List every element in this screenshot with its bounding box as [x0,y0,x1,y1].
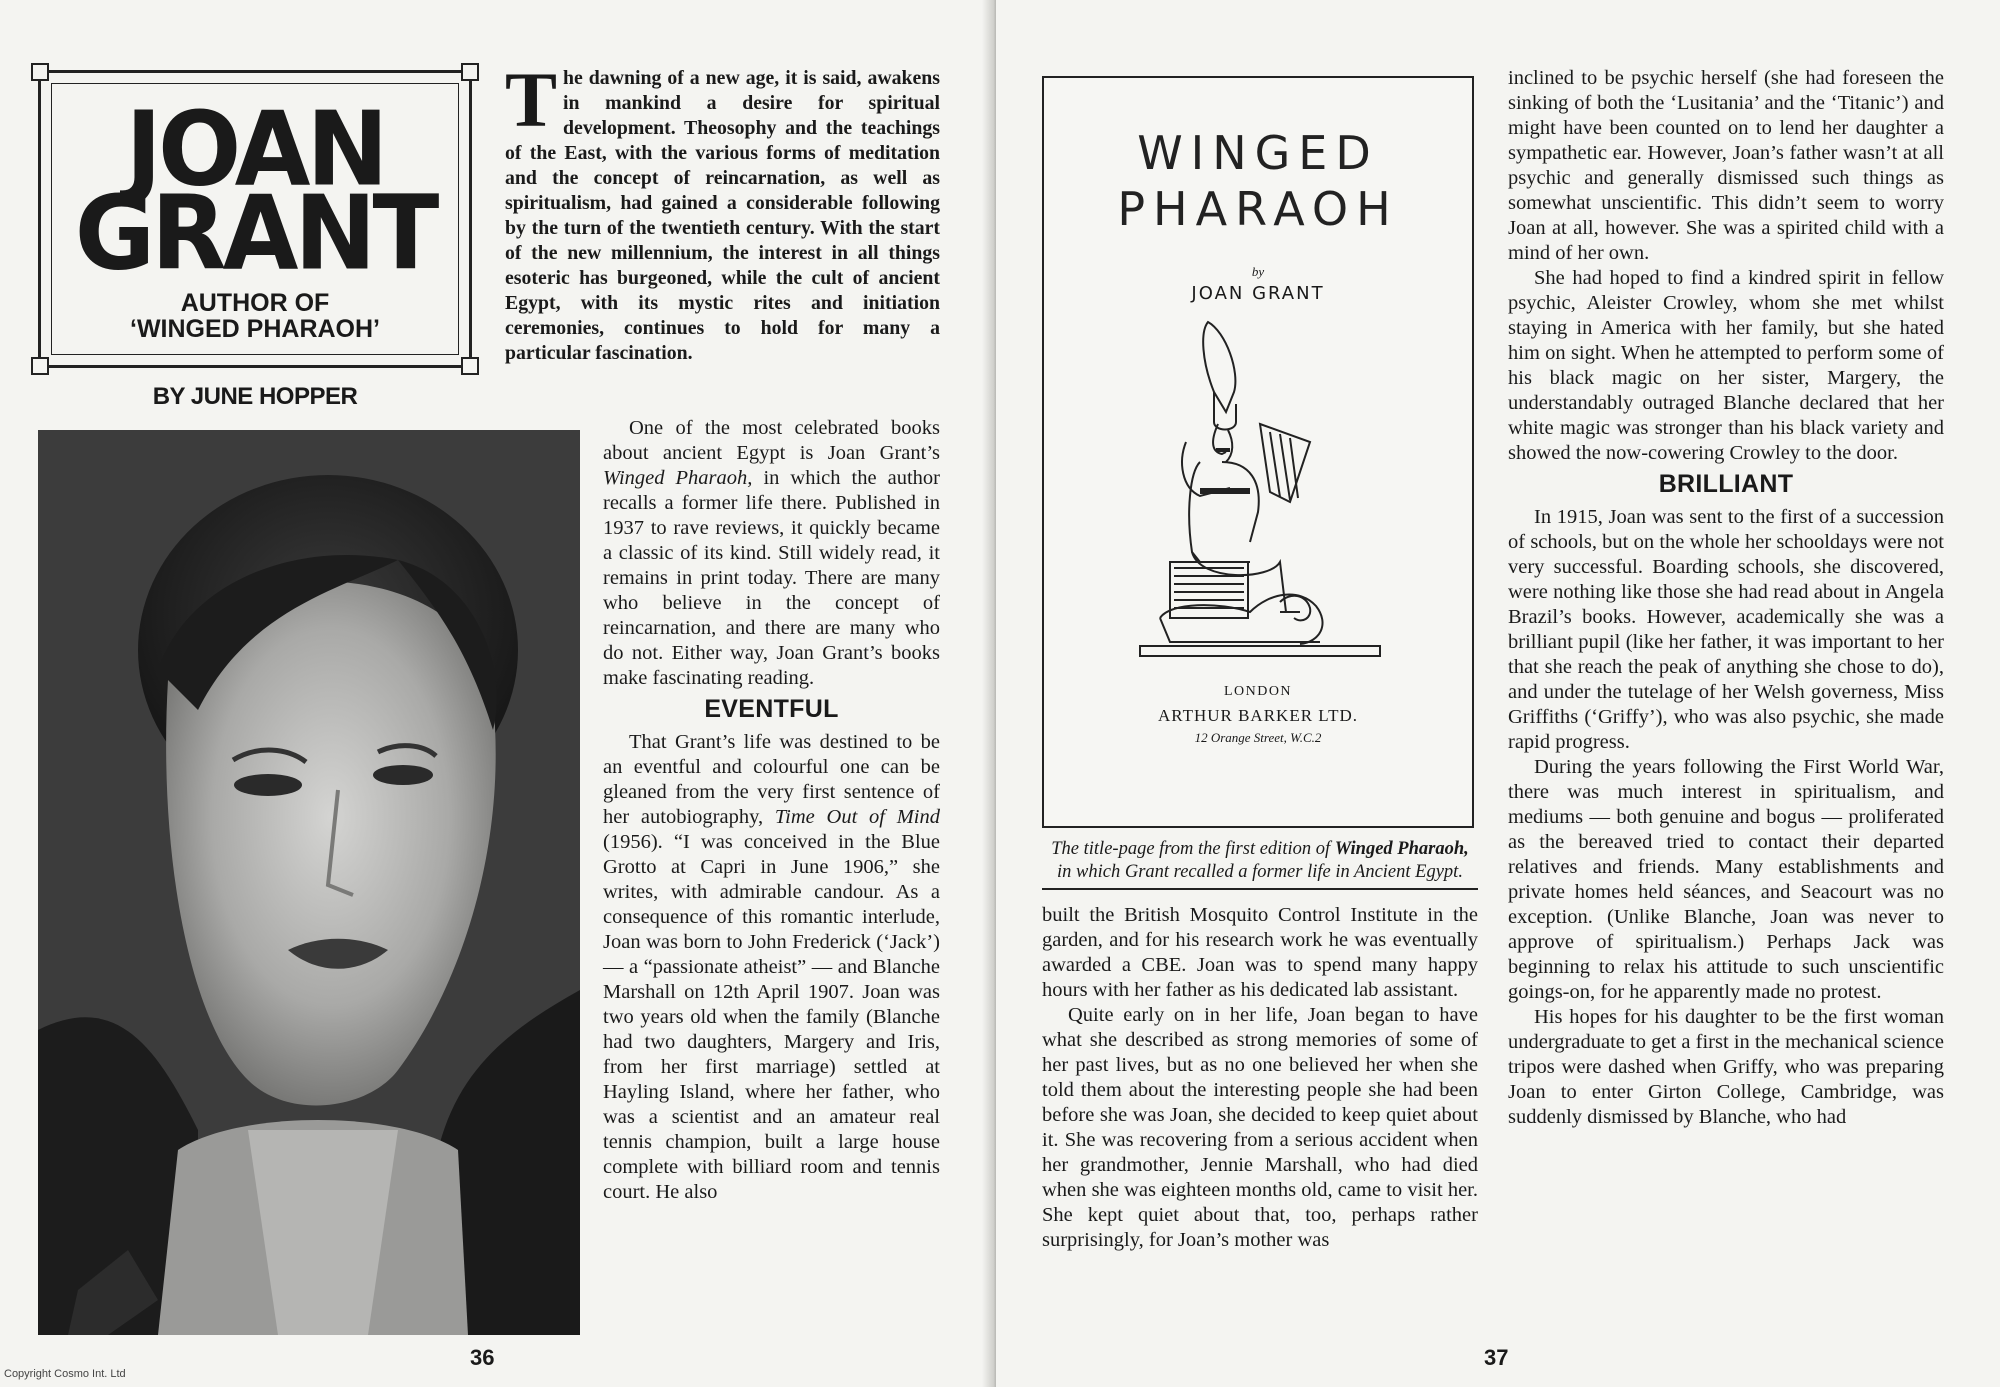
title-line2: GRANT [74,174,436,294]
left-text-column [603,416,940,1205]
caption-text: in which Grant recalled a former life in Ancient Egypt. [1057,862,1463,882]
heading-brilliant: BRILLIANT [1658,470,1794,498]
title-line1: JOAN [125,90,385,210]
paragraph: During the years following the First World War, there was much interest in spiritualism, and mediums — both genuine and bogus — proliferated as the bereaved tried to contact their departed relatives and friends. Many establishments and private homes held séances, and Seacourt was no exception. (Unlike Blanche, Joan was never to approve of spiritualism.) Perhaps Jack was beginning to relax his attitude to such unscientific goings-on, for he apparently made no protest. [1508,756,1944,1003]
title-box [38,70,472,368]
portrait-photo [38,430,580,1335]
portrait-illustration [38,430,580,1335]
caption-rule [1042,888,1478,890]
text-run: (1956). “I was conceived in the Blue Grotto at Capri in June 1906,” she writes, with admirable candour. As a consequence of this romantic interlude, Joan was born to John Frederick (‘Jack’) — a “passionate atheist” — and Blanche Marshall on 12th April 1907. Joan was two years old when the family (Blanche had two daughters, Margery and Iris, from her first marriage) settled at Hayling Island, where her father, who was a scientist and an amateur real tennis champion, built a large house complete with billiard room and tennis court. He also [603,831,940,1203]
drop-cap: T [505,56,558,143]
book-title-page-image [1042,76,1474,828]
byline: BY JUNE HOPPER [152,383,358,410]
paragraph: His hopes for his daughter to be the first woman undergraduate to get a first in the mechanical science tripos were dashed when Griffy, who was preparing Joan to enter Girton College, Cambridge, was suddenly dismissed by Blanche, who had [1508,1006,1944,1128]
subtitle-line1: AUTHOR OF [180,289,330,317]
book-address: 12 Orange Street, W.C.2 [1194,730,1322,745]
paragraph: Quite early on in her life, Joan began to have what she described as strong memories of some of her past lives, but as no one believed her when she told them about the interesting people she had been before she was Joan, she decided to keep quiet about it. She was recovering from a serious accident when her grandmother, Jennie Marshall, who had died when she was eighteen months old, came to visit her. She kept quiet about that, too, perhaps rather surprisingly, for Joan’s mother was [1042,1004,1478,1251]
heading-eventful: EVENTFUL [704,695,839,723]
caption-text: The title-page from the first edition of [1051,839,1335,859]
text-run: That Grant’s life was destined to be an eventful and colourful one can be gleaned from the very first sentence of her autobiography, [603,731,940,828]
corner-ornament [31,357,49,375]
book-city: LONDON [1223,684,1293,699]
book-by: by [1251,264,1265,279]
corner-ornament [461,357,479,375]
seated-pharaoh-illustration [1130,312,1394,678]
middle-text-column [1042,903,1478,1253]
paragraph: built the British Mosquito Control Institute in the garden, and for his research work he was eventually awarded a CBE. Joan was to spend many happy hours with her father as his dedicated lab assistant. [1042,904,1478,1001]
figure-caption [1042,838,1478,884]
book-title-italic: Winged Pharaoh, [603,467,753,489]
left-page [0,0,990,1387]
paragraph: In 1915, Joan was sent to the first of a succession of schools, but on the whole her schooldays were not very successful. Boarding schools, she discovered, were nothing like those she had read about in Angela Brazil’s books. However, academically she was a brilliant pupil (like her father, it was important to her that she reach the peak of anything she chose to do), and under the tutelage of her Welsh governess, Miss Griffiths (‘Griffy’), who was also psychic, she made rapid progress. [1508,506,1944,753]
subtitle-line2: ‘WINGED PHARAOH’ [130,315,380,343]
paragraph [603,416,940,691]
corner-ornament [31,63,49,81]
right-text-column [1508,66,1944,1130]
paragraph: inclined to be psychic herself (she had foreseen the sinking of both the ‘Lusitania’ and the ‘Titanic’) and might have been counted on to lend her daughter a sympathetic ear. However, Joan’s father wasn’t at all psychic and generally dismissed such things as somewhat unscientific. This didn’t seem to worry Joan at all, however. She was a spirited child with a mind of her own. [1508,67,1944,264]
caption-book-title: Winged Pharaoh, [1334,839,1469,859]
intro-paragraph [505,56,940,366]
book-author: JOAN GRANT [1191,283,1325,304]
book-publisher: ARTHUR BARKER LTD. [1157,706,1359,725]
book-title-line1: WINGED [1137,126,1379,180]
paragraph: She had hoped to find a kindred spirit in fellow psychic, Aleister Crowley, whom she met whilst staying in America with her family, but she hated him on sight. When he attempted to perform some of his black magic on her sister, Margery, the understandably outraged Blanche declared that her white magic was stronger than his black variety and showed the now-cowering Crowley to the door. [1508,267,1944,464]
copyright-notice: Copyright Cosmo Int. Ltd [4,1368,126,1380]
book-title-line2: PHARAOH [1117,182,1399,236]
paragraph [603,730,940,1205]
page-number-left: 36 [470,1345,495,1370]
intro-text: he dawning of a new age, it is said, awakens in mankind a desire for spiritual development. Theosophy and the teachings of the East, with the various forms of meditation and the concept of reincarnation, as well as spiritualism, had gained a considerable following by the turn of the twentieth century. With the start of the new millennium, the interest in all things esoteric has burgeoned, while the cult of ancient Egypt, with its mystic rites and initiation ceremonies, continues to hold for many a particular fascination. [505,67,940,364]
page-number-right: 37 [1484,1345,1509,1370]
corner-ornament [461,63,479,81]
text-run: in which the author recalls a former life there. Published in 1937 to rave reviews, it quickly became a classic of its kind. Still widely read, it remains in print today. There are many who believe in the concept of reincarnation, and there are many who do not. Either way, Joan Grant’s books make fascinating reading. [603,467,940,689]
text-run: One of the most celebrated books about ancient Egypt is Joan Grant’s [603,417,940,464]
book-title-italic: Time Out of Mind [774,806,941,828]
